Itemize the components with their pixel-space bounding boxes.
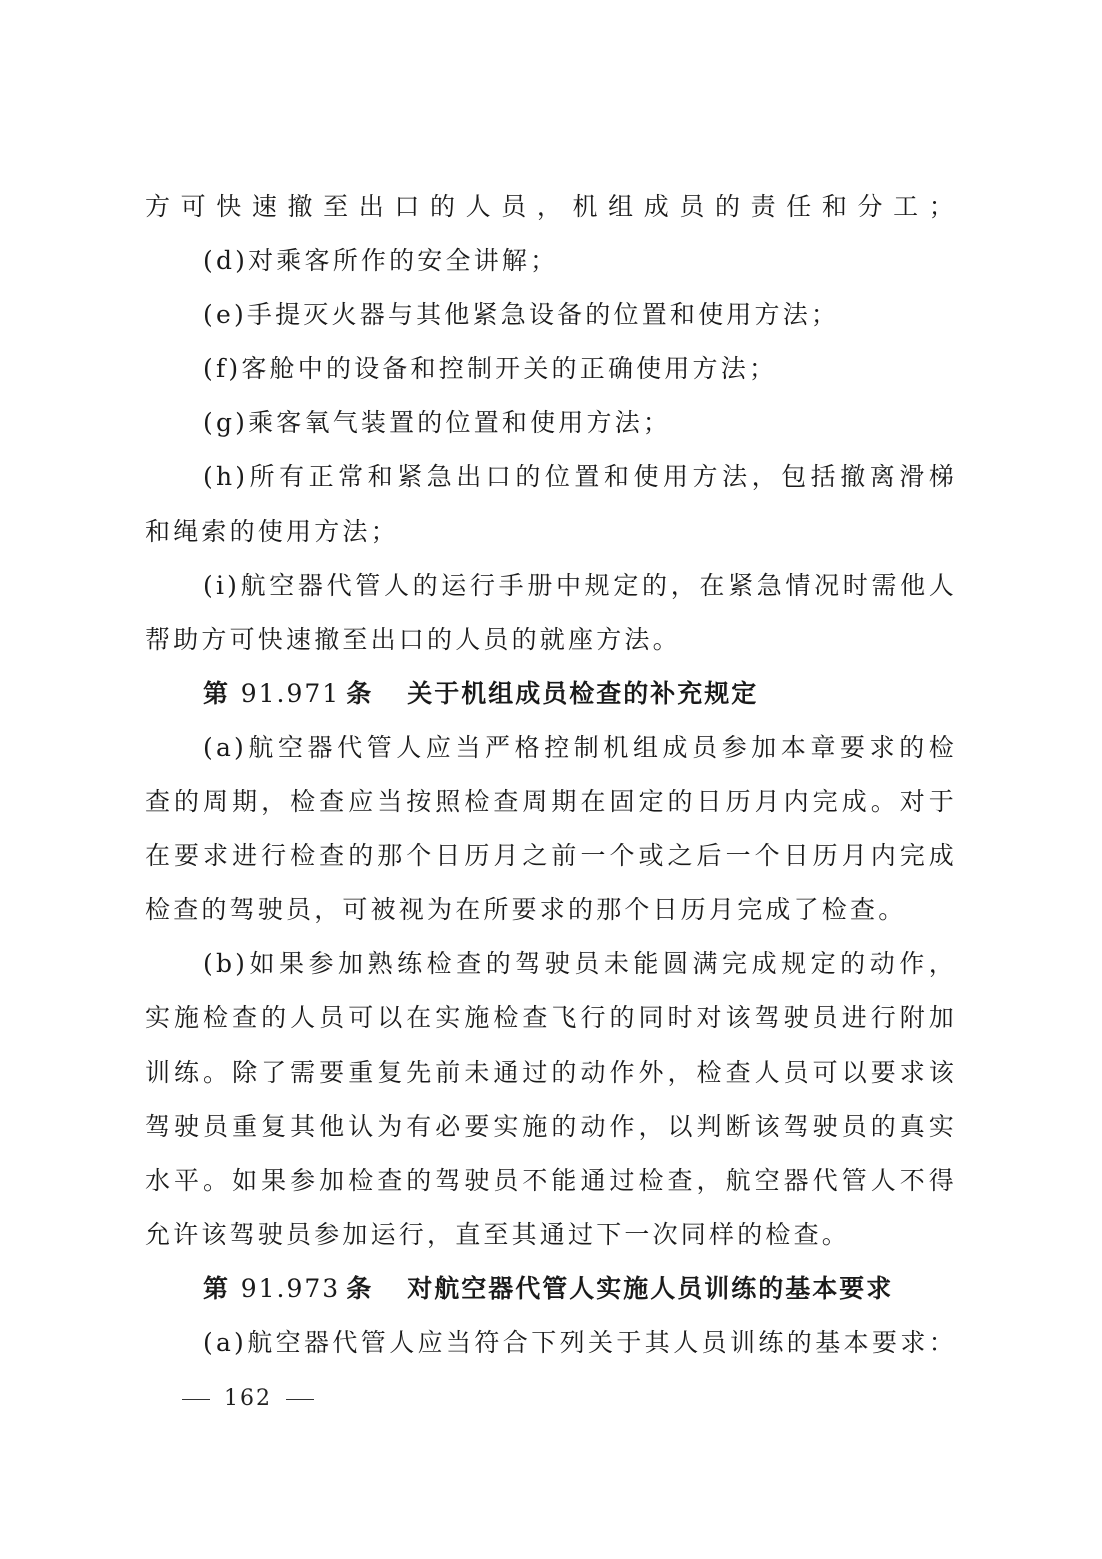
list-item-h: (h)所有正常和紧急出口的位置和使用方法，包括撤离滑梯: [203, 462, 957, 492]
paragraph-line: 驾驶员重复其他认为有必要实施的动作，以判断该驾驶员的真实: [145, 1111, 957, 1141]
list-item-h-cont: 和绳索的使用方法；: [145, 516, 399, 546]
paragraph-line: 在要求进行检查的那个日历月之前一个或之后一个日历月内完成: [145, 841, 957, 871]
paragraph-line: 水平。如果参加检查的驾驶员不能通过检查，航空器代管人不得: [145, 1165, 957, 1195]
body-text: [145, 180, 957, 1370]
heading-suffix: 条: [346, 678, 374, 708]
heading-prefix: 第: [203, 678, 231, 708]
paragraph-line: 允许该驾驶员参加运行，直至其通过下一次同样的检查。: [145, 1219, 851, 1249]
paragraph-line: 训练。除了需要重复先前未通过的动作外，检查人员可以要求该: [145, 1057, 957, 1087]
list-item-i: (i)航空器代管人的运行手册中规定的，在紧急情况时需他人: [203, 570, 957, 600]
footer-dash-left: [182, 1399, 210, 1400]
paragraph-a-line: (a)航空器代管人应当符合下列关于其人员训练的基本要求：: [203, 1327, 957, 1357]
list-item-e: (e)手提灭火器与其他紧急设备的位置和使用方法；: [203, 300, 840, 330]
heading-title: 对航空器代管人实施人员训练的基本要求: [407, 1273, 894, 1303]
footer-dash-right: [286, 1399, 314, 1400]
heading-number: 91.973: [240, 1273, 341, 1303]
list-item-d: (d)对乘客所作的安全讲解；: [203, 246, 559, 276]
paragraph-line: 方可快速撤至出口的人员，机组成员的责任和分工；: [145, 192, 957, 221]
page-number: 162: [224, 1386, 272, 1411]
paragraph-line: 实施检查的人员可以在实施检查飞行的同时对该驾驶员进行附加: [145, 1003, 957, 1033]
paragraph-line: 查的周期，检查应当按照检查周期在固定的日历月内完成。对于: [145, 787, 957, 817]
list-item-g: (g)乘客氧气装置的位置和使用方法；: [203, 408, 672, 438]
list-item-i-cont: 帮助方可快速撤至出口的人员的就座方法。: [145, 624, 681, 654]
heading-number: 91.971: [240, 678, 341, 708]
heading-title: 关于机组成员检查的补充规定: [407, 678, 759, 708]
section-heading-91-973: [145, 1262, 957, 1316]
heading-prefix: 第: [203, 1273, 231, 1303]
heading-suffix: 条: [346, 1273, 374, 1303]
paragraph-line: 检查的驾驶员，可被视为在所要求的那个日历月完成了检查。: [145, 895, 907, 925]
section-heading-91-971: [145, 667, 957, 721]
page-footer: [168, 1386, 328, 1411]
paragraph-b-line: (b)如果参加熟练检查的驾驶员未能圆满完成规定的动作，: [203, 949, 957, 979]
list-item-f: (f)客舱中的设备和控制开关的正确使用方法；: [203, 354, 778, 384]
paragraph-a-line: (a)航空器代管人应当严格控制机组成员参加本章要求的检: [203, 732, 957, 762]
